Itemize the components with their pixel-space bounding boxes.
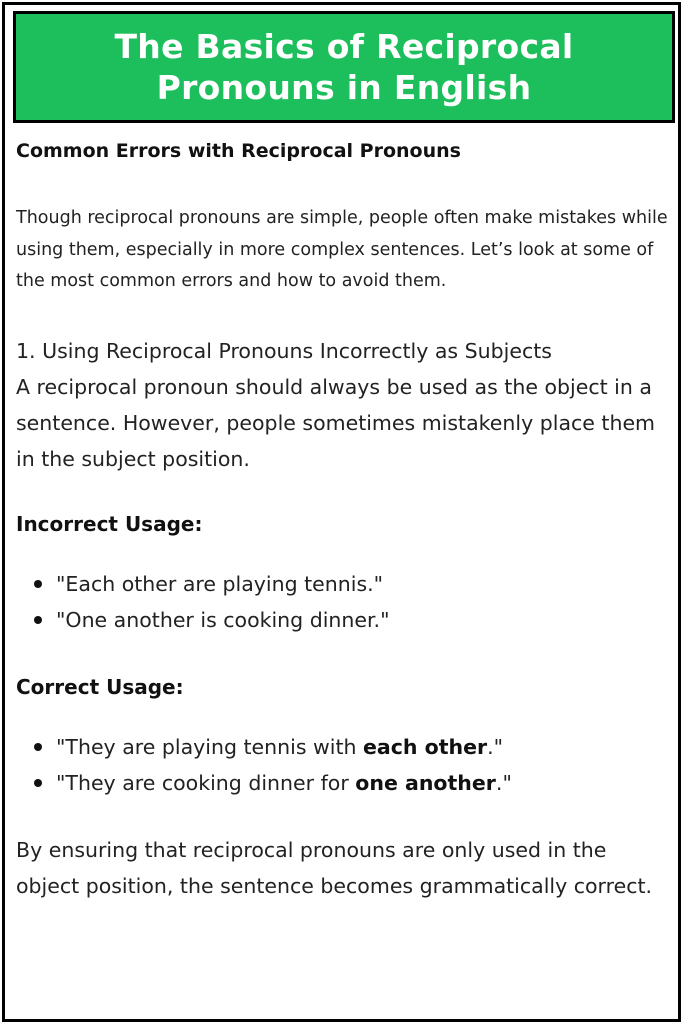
- bullet-icon: [34, 743, 42, 751]
- bullet-icon: [34, 616, 42, 624]
- list-item-text-before: "They are cooking dinner for: [56, 770, 356, 795]
- title-banner: [13, 11, 675, 123]
- bullet-icon: [34, 580, 42, 588]
- incorrect-usage-label: Incorrect Usage:: [16, 511, 203, 536]
- incorrect-usage-list: [16, 566, 668, 638]
- list-item: [32, 602, 668, 638]
- list-item-bold: each other: [363, 734, 488, 759]
- list-item-text: "Each other are playing tennis.": [56, 571, 384, 596]
- list-item: [32, 566, 668, 602]
- section-heading: Common Errors with Reciprocal Pronouns: [16, 140, 461, 162]
- correct-usage-list: [16, 729, 668, 801]
- correct-usage-label: Correct Usage:: [16, 674, 184, 699]
- list-item-text-after: .": [487, 734, 504, 759]
- page-frame: [2, 2, 681, 1022]
- list-item-text: "One another is cooking dinner.": [56, 607, 390, 632]
- article-content: [16, 137, 668, 904]
- bullet-icon: [34, 779, 42, 787]
- list-item-text-before: "They are playing tennis with: [56, 734, 364, 759]
- page-title: [114, 26, 573, 108]
- list-item-text-after: .": [495, 770, 512, 795]
- title-line-2: Pronouns in English: [156, 68, 532, 107]
- title-line-1: The Basics of Reciprocal: [114, 27, 574, 66]
- point-title: 1. Using Reciprocal Pronouns Incorrectly as Subjects: [16, 338, 552, 363]
- conclusion-paragraph: By ensuring that reciprocal pronouns are only used in the object position, the sentence becomes grammatically correct.: [16, 837, 653, 898]
- list-item: [32, 729, 668, 765]
- list-item: [32, 765, 668, 801]
- point-body: A reciprocal pronoun should always be used as the object in a sentence. However, people sometimes mistakenly place them in the subject position.: [16, 374, 656, 471]
- list-item-bold: one another: [355, 770, 496, 795]
- intro-paragraph: Though reciprocal pronouns are simple, people often make mistakes while using them, especially in more complex sentences. Let’s look at some of the most common errors and how to avoid them.: [16, 208, 668, 291]
